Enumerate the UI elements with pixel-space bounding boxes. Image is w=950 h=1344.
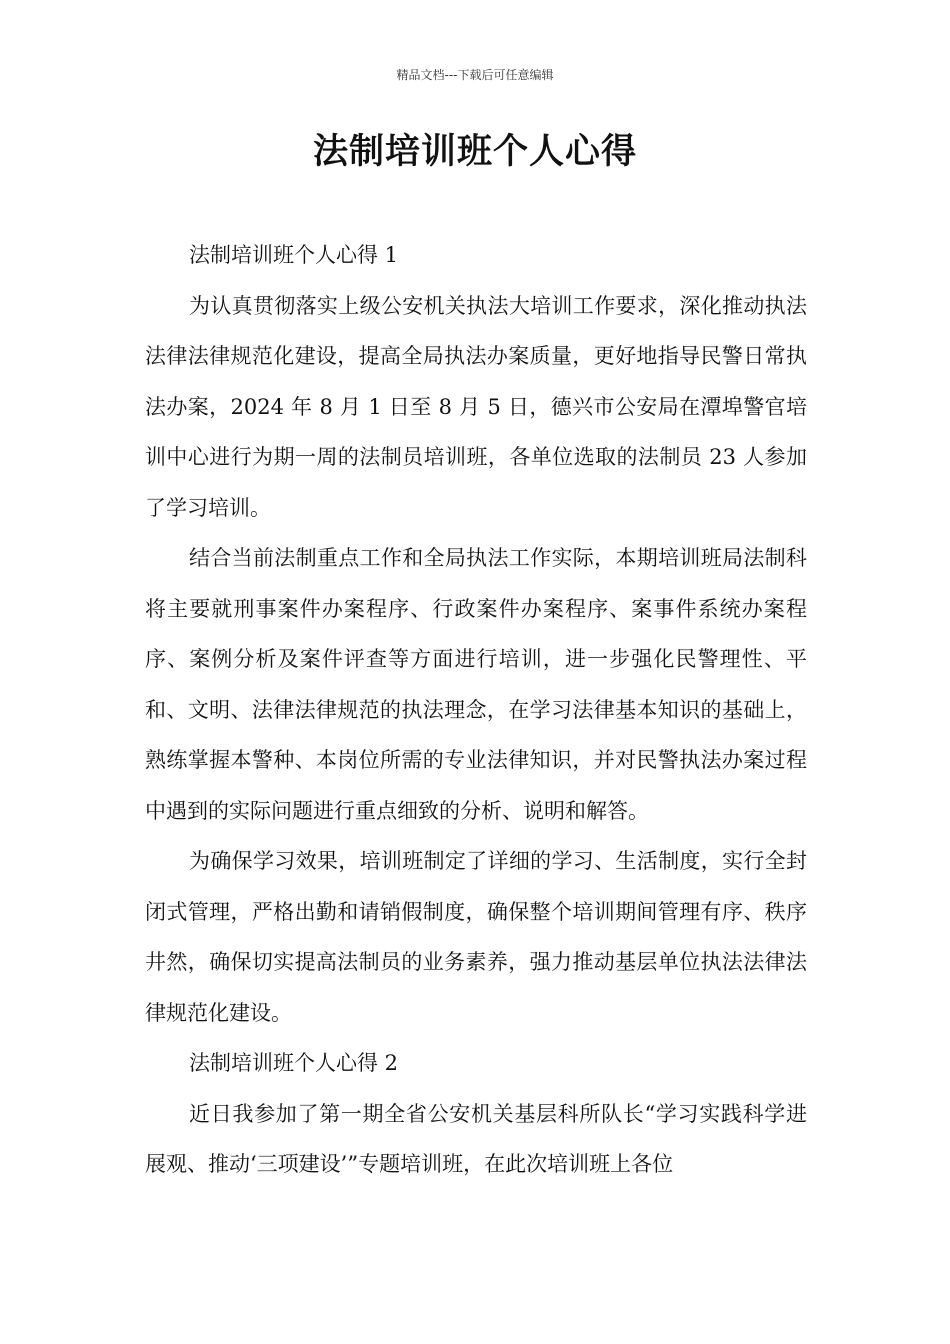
document-title: 法制培训班个人心得 — [312, 132, 637, 172]
section-heading-1: 法制培训班个人心得 1 — [189, 243, 399, 267]
paragraph: 为认真贯彻落实上级公安机关执法大培训工作要求，深化推动执法法律法律规范化建设，提高全局执法办案质量，更好地指导民警日常执法办案，2024 年 8 月 1 日至 8 月 5 日，德兴市公安局在潭埠警官培训中心进行为期一周的法制员培训班，各单位选取的法制员 23 人参加了学习培训。 — [145, 293, 807, 520]
paragraph: 近日我参加了第一期全省公安机关基层科所队长“学习实践科学进展观、推动‘三项建设’”专题培训班，在此次培训班上各位 — [145, 1101, 807, 1176]
paragraph: 为确保学习效果，培训班制定了详细的学习、生活制度，实行全封闭式管理，严格出勤和请销假制度，确保整个培训期间管理有序、秩序井然，确保切实提高法制员的业务素养，强力推动基层单位执法法律法律规范化建设。 — [145, 849, 807, 1025]
document-body — [145, 230, 807, 1190]
section-heading-2: 法制培训班个人心得 2 — [189, 1051, 399, 1075]
paragraph: 结合当前法制重点工作和全局执法工作实际，本期培训班局法制科将主要就刑事案件办案程序、行政案件办案程序、案事件系统办案程序、案例分析及案件评查等方面进行培训，进一步强化民警理性、平和、文明、法律法律规范的执法理念，在学习法律基本知识的基础上，熟练掌握本警种、本岗位所需的专业法律知识，并对民警执法办案过程中遇到的实际问题进行重点细致的分析、说明和解答。 — [145, 546, 807, 823]
header-note: 精品文档---下载后可任意编辑 — [396, 68, 554, 82]
